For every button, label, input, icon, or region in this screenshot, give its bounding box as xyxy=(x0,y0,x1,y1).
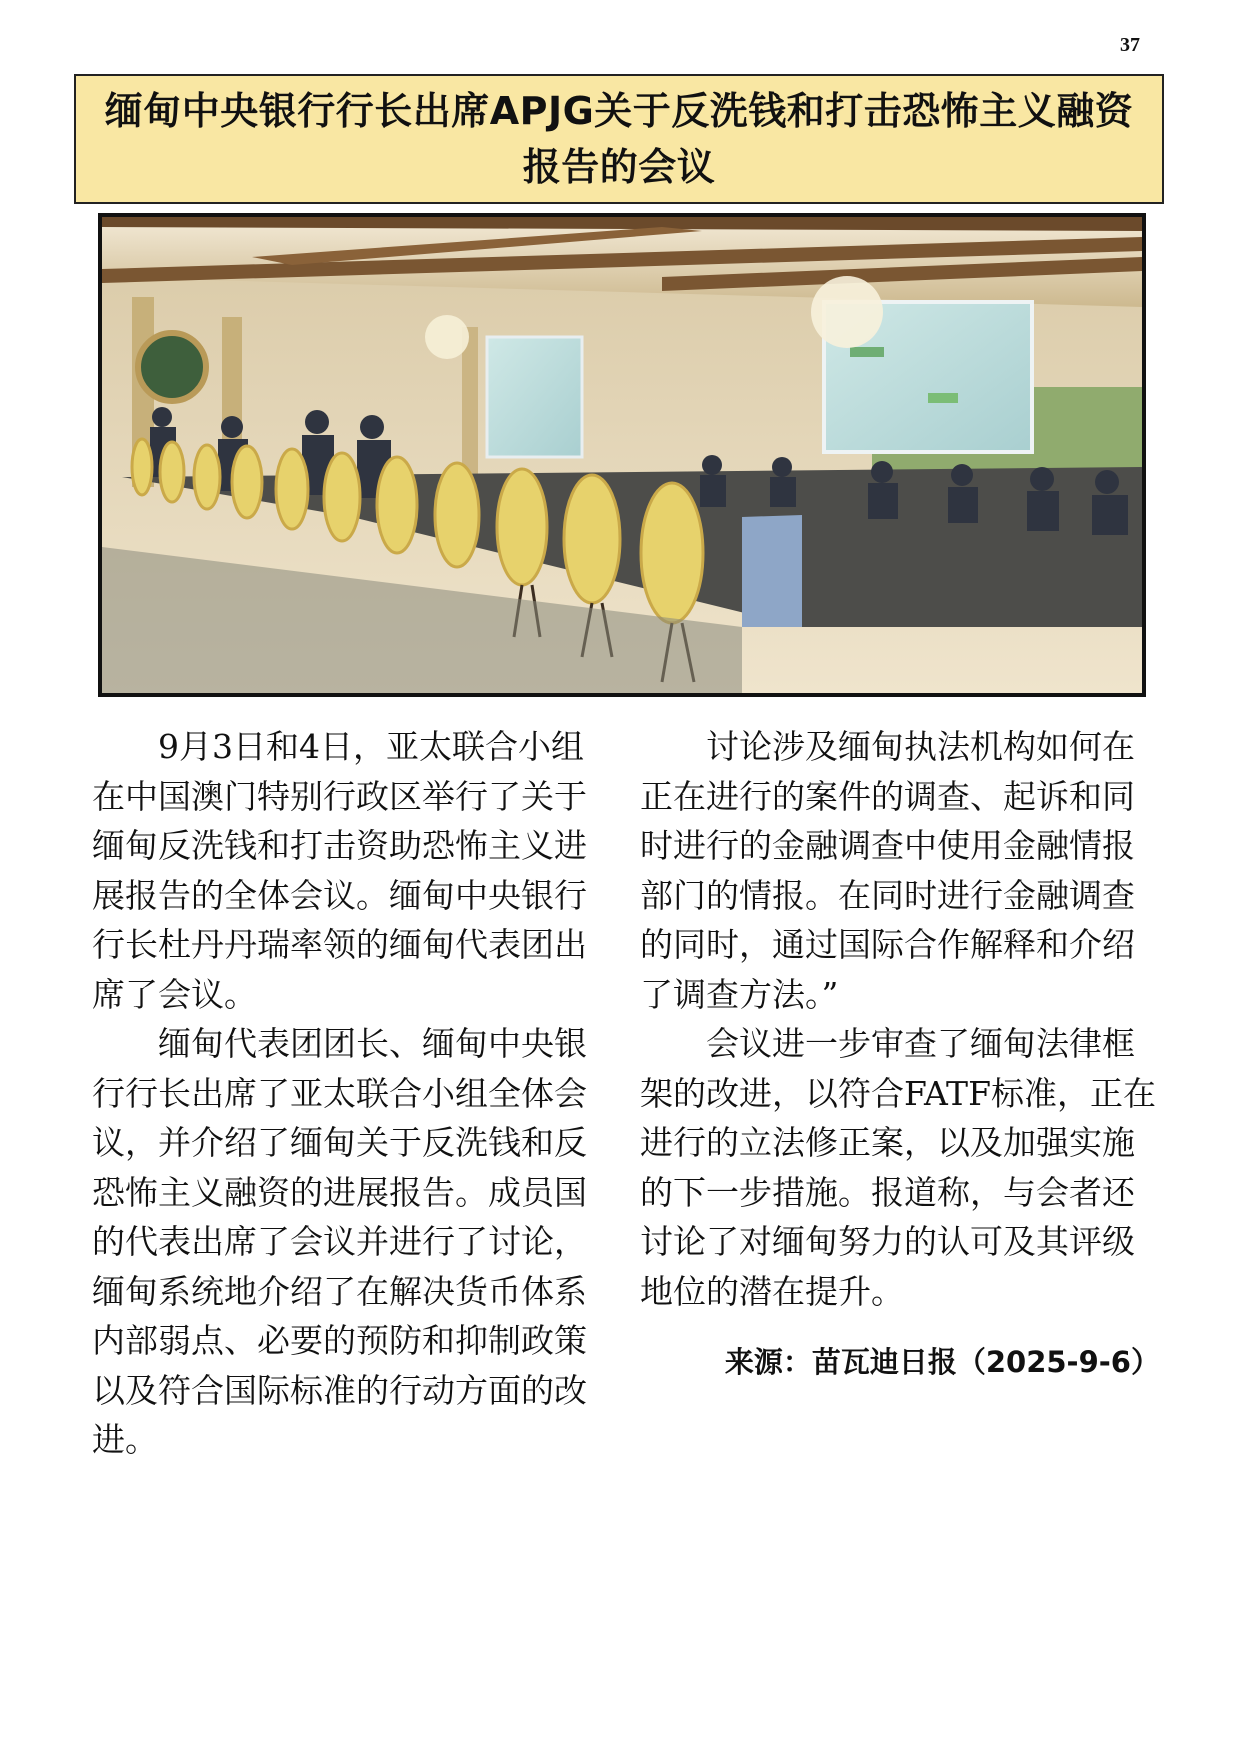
right-column xyxy=(640,722,1160,1316)
left-paragraph-1: 9月3日和4日，亚太联合小组在中国澳门特别行政区举行了关于缅甸反洗钱和打击资助恐怖主义进展报告的全体会议。缅甸中央银行行长杜丹丹瑞率领的缅甸代表团出席了会议。 xyxy=(92,727,587,1014)
page-number: 37 xyxy=(1120,34,1140,56)
meeting-photo-illustration xyxy=(102,217,1142,693)
left-column xyxy=(92,722,612,1465)
right-paragraph-2: 会议进一步审查了缅甸法律框架的改进，以符合FATF标准，正在进行的立法修正案，以及加强实施的下一步措施。报道称，与会者还讨论了对缅甸努力的认可及其评级地位的潜在提升。 xyxy=(640,1024,1156,1311)
meeting-photo xyxy=(98,213,1146,697)
article-title: 缅甸中央银行行长出席APJG关于反洗钱和打击恐怖主义融资报告的会议 xyxy=(104,89,1134,189)
right-paragraph-1: 讨论涉及缅甸执法机构如何在正在进行的案件的调查、起诉和同时进行的金融调查中使用金融情报部门的情报。在同时进行金融调查的同时，通过国际合作解释和介绍了调查方法。” xyxy=(640,727,1135,1014)
title-box xyxy=(74,74,1164,204)
left-paragraph-2: 缅甸代表团团长、缅甸中央银行行长出席了亚太联合小组全体会议，并介绍了缅甸关于反洗钱和反恐怖主义融资的进展报告。成员国的代表出席了会议并进行了讨论，缅甸系统地介绍了在解决货币体系内部弱点、必要的预防和抑制政策以及符合国际标准的行动方面的改进。 xyxy=(92,1024,587,1459)
source-credit: 来源：苗瓦迪日报（2025-9-6） xyxy=(724,1345,1160,1379)
